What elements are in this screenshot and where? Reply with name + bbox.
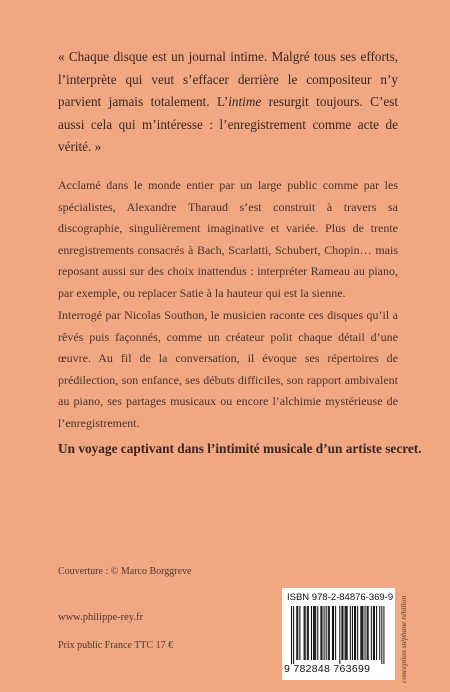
barcode-bar	[342, 606, 343, 660]
barcode-bar	[324, 606, 325, 660]
barcode-bar	[352, 606, 353, 660]
barcode-bar	[315, 606, 316, 660]
barcode-block	[282, 588, 395, 680]
barcode-bar	[376, 606, 377, 660]
designer-credit: conception stéphane rébillon	[399, 595, 408, 683]
barcode-bar	[379, 606, 380, 660]
barcode-bar	[297, 606, 298, 660]
barcode-bar	[335, 606, 336, 660]
cover-photo-credit: Couverture : © Marco Borggreve	[58, 566, 192, 577]
barcode-bar	[311, 606, 312, 660]
barcode-bar	[361, 606, 362, 660]
barcode-bar	[368, 606, 369, 660]
isbn-label: ISBN 978-2-84876-369-9	[287, 592, 394, 603]
barcode-bar	[383, 606, 384, 664]
barcode-bar	[362, 606, 363, 660]
barcode-bar	[313, 606, 314, 660]
quote-part-2: resurgit toujours. C’est aussi cela qui m’intéresse : l’enregistrement comme acte de vérité. »	[58, 94, 399, 154]
barcode-bar	[373, 606, 374, 660]
barcode-bar	[355, 606, 356, 660]
barcode-bar	[305, 606, 306, 660]
barcode-bar	[321, 606, 322, 660]
barcode-bar	[346, 606, 347, 660]
barcode-bar	[326, 606, 327, 660]
barcode-digits: 9 782848 763699	[284, 663, 371, 675]
description-paragraph-2: Interrogé par Nicolas Southon, le musicien raconte ces disques qu’il a rêvés puis façonnés, comme un créateur polit chaque détail d’une œuvre. Au fil de la conversation, il évoque ses répertoires de prédilection, son enfance, ses débuts difficiles, son rapport ambivalent au piano, ses partages musicaux ou encore l’alchimie mystérieuse de l’enregistrement.	[58, 308, 398, 430]
barcode-bar	[317, 606, 318, 660]
quote-emphasis: intime	[228, 94, 262, 109]
barcode-bar	[299, 606, 300, 660]
barcode-bar	[371, 606, 372, 660]
publisher-website: www.philippe-rey.fr	[58, 612, 143, 623]
barcode-bar	[296, 606, 297, 660]
barcode-bar	[347, 606, 348, 660]
barcode-bar	[365, 606, 366, 660]
barcode-bar	[293, 606, 294, 664]
price-label: Prix public France TTC 17 €	[58, 640, 174, 651]
back-cover-quote	[58, 46, 398, 159]
barcode-bar	[354, 606, 355, 660]
barcode-bar	[345, 606, 346, 660]
barcode-bar	[308, 606, 309, 660]
barcode-bar	[367, 606, 368, 660]
barcode-bar	[307, 606, 308, 660]
barcode-bar	[328, 606, 329, 660]
barcode-image	[282, 606, 395, 664]
barcode-bar	[314, 606, 315, 660]
barcode-bar	[381, 606, 382, 664]
barcode-bar	[374, 606, 375, 660]
barcode-bar	[291, 606, 292, 664]
barcode-bar	[329, 606, 330, 660]
barcode-bar	[320, 606, 321, 660]
barcode-bar	[333, 606, 334, 660]
description-paragraph-1: Acclamé dans le monde entier par un large public comme par les spécialistes, Alexandre Tharaud s’est construit à travers sa discographie, singulièrement imaginative et variée. Plus de trente enregistrements consacrés à Bach, Scarlatti, Schubert, Chopin… mais reposant aussi sur des choix inattendus : interpréter Rameau au piano, par exemple, ou replacer Satie à la hauteur qui est la sienne.	[58, 178, 398, 300]
barcode-bar	[339, 606, 340, 664]
tagline: Un voyage captivant dans l’intimité musicale d’un artiste secret.	[58, 441, 422, 456]
barcode-bar	[350, 606, 351, 660]
barcode-bar	[332, 606, 333, 660]
barcode-bar	[360, 606, 361, 660]
quote-part-1: « Chaque disque est un journal intime. Malgré tous ses efforts, l’interprète qui veut s’effacer derrière le compositeur n’y parvient jamais totalement. L’	[58, 49, 398, 109]
barcode-bar	[341, 606, 342, 660]
barcode-bar	[357, 606, 358, 660]
barcode-bar	[304, 606, 305, 660]
